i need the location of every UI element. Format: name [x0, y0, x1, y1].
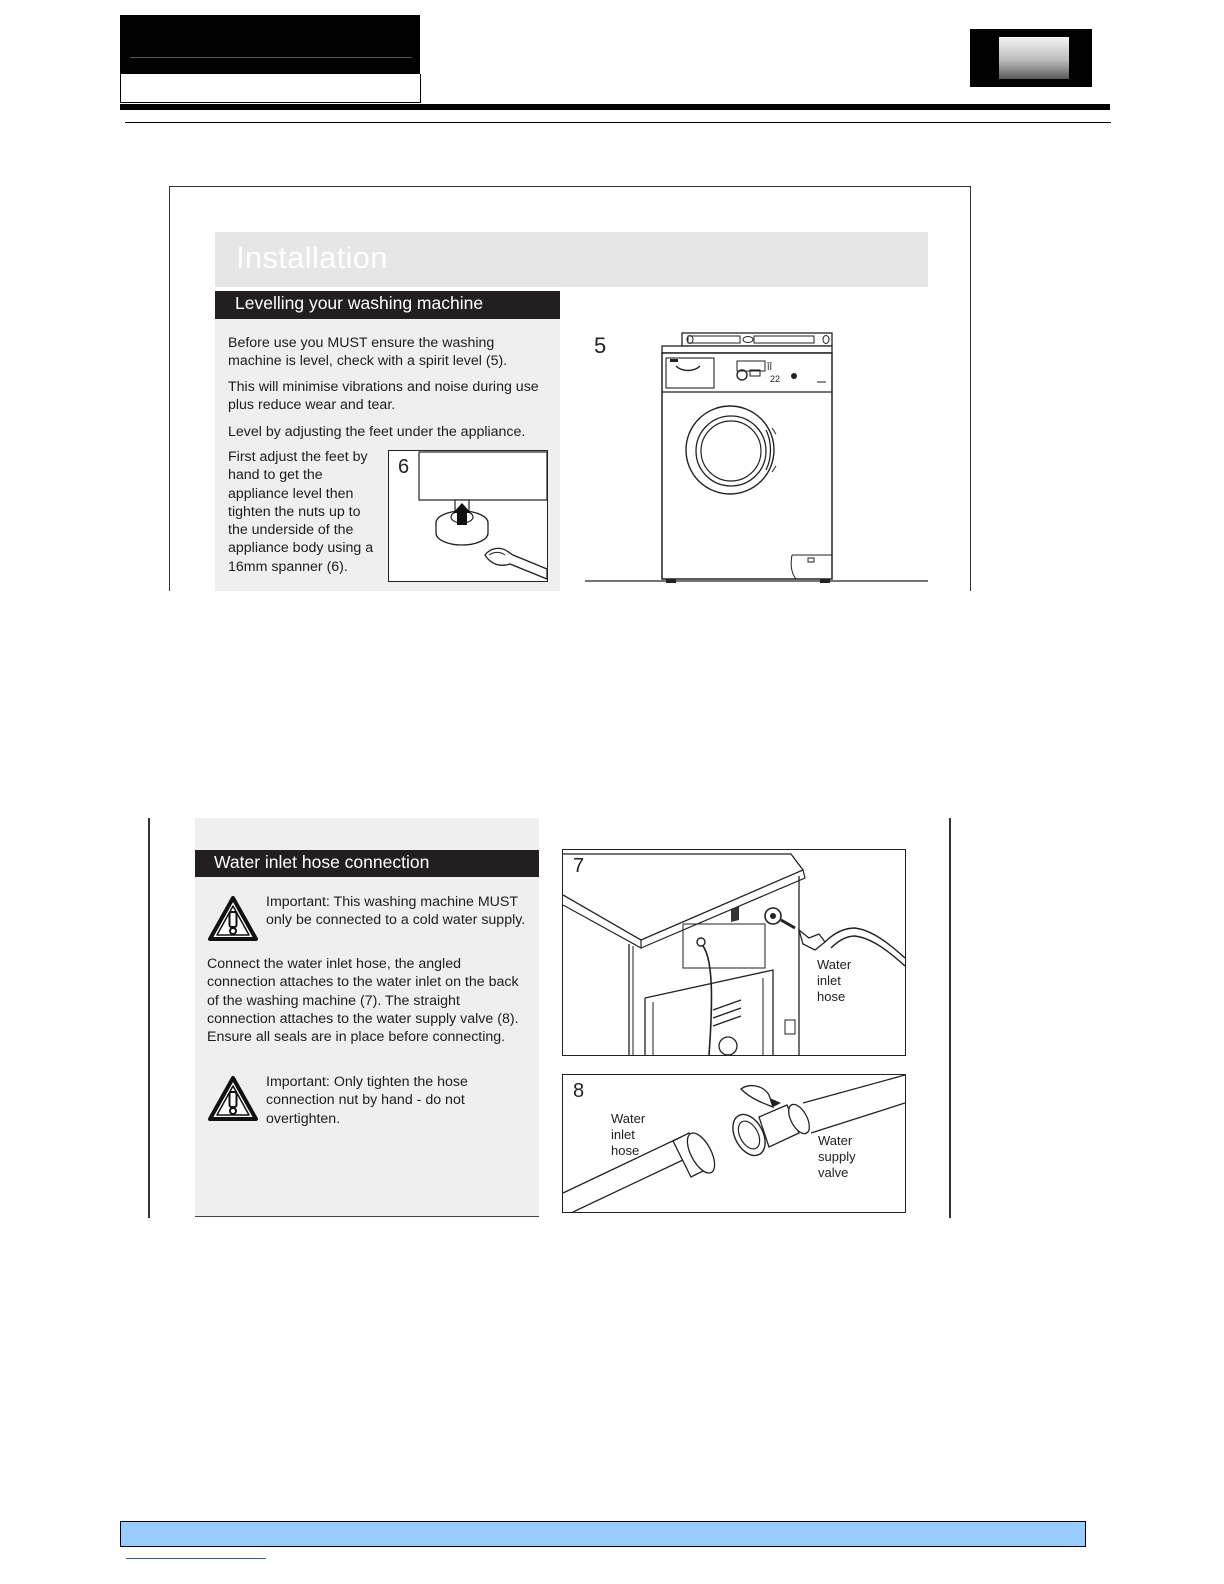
- figure-7-machine-back-inlet: [562, 849, 906, 1056]
- water-panel-right-rule: [949, 818, 951, 1218]
- water-panel-left-rule: [148, 818, 150, 1218]
- header-logo-block: [120, 15, 420, 75]
- header-logo-divider: [130, 57, 412, 58]
- figure-8-hose-label-line: Water: [611, 1111, 646, 1126]
- figure-6-foot-adjust: [388, 450, 548, 582]
- figure-8-hose-label-line: hose: [611, 1143, 640, 1158]
- important-tighten-note: Important: Only tighten the hose connection nut by hand - do not overtighten.: [266, 1074, 468, 1127]
- water-panel-bottom-rule: [195, 1216, 539, 1217]
- footer-link-underline: [126, 1558, 266, 1559]
- machine-back-illustration: [563, 850, 905, 1055]
- header-badge-gradient: [999, 37, 1069, 79]
- footer-bar: [120, 1521, 1086, 1547]
- installation-banner-title: Installation: [236, 240, 388, 275]
- svg-text:22: 22: [770, 374, 781, 384]
- water-inlet-heading: Water inlet hose connection: [214, 852, 430, 872]
- figure-6-number: 6: [398, 456, 410, 478]
- warning-triangle-icon: [207, 1075, 259, 1123]
- warning-triangle-icon: [207, 895, 259, 943]
- figure-8-valve-label-line: Water: [818, 1133, 853, 1148]
- levelling-heading: Levelling your washing machine: [235, 293, 484, 313]
- figure-5-number: 5: [594, 333, 607, 358]
- header-rule-thin: [125, 122, 1111, 123]
- figure-8-valve-label: [818, 1133, 856, 1181]
- figure-5-washing-machine-level: [582, 330, 932, 586]
- water-inlet-paragraph: Connect the water inlet hose, the angled connection attaches to the water inlet on the back of the washing machine (7). The straight connection attaches to the water supply valve (8). Ensure all seals are in place before connecting.: [207, 956, 519, 1046]
- figure-8-supply-valve: [562, 1074, 906, 1213]
- important-cold-water-note: Important: This washing machine MUST only be connected to a cold water supply.: [266, 894, 526, 929]
- figure-7-number: 7: [573, 855, 585, 877]
- figure-8-valve-label-line: valve: [818, 1165, 849, 1180]
- figure-7-label-line: inlet: [817, 973, 841, 988]
- levelling-paragraph-1: Before use you MUST ensure the washing machine is level, check with a spirit level (5).: [228, 335, 508, 370]
- levelling-paragraph-3: Level by adjusting the feet under the appliance.: [228, 424, 526, 440]
- levelling-paragraph-4: First adjust the feet by hand to get the appliance level then tighten the nuts up to the underside of the appliance body using a 16mm spanner (6).: [228, 449, 374, 575]
- figure-8-valve-label-line: supply: [818, 1149, 856, 1164]
- header-logo-subblock: [120, 74, 421, 103]
- foot-spanner-illustration: [389, 451, 547, 581]
- figure-8-hose-label: [611, 1111, 645, 1159]
- header-rule-thick: [120, 104, 1110, 110]
- figure-7-label: [817, 957, 851, 1005]
- figure-8-hose-label-line: inlet: [611, 1127, 635, 1142]
- figure-7-label-line: hose: [817, 989, 846, 1004]
- levelling-paragraph-2: This will minimise vibrations and noise during use plus reduce wear and tear.: [228, 379, 539, 414]
- figure-7-label-line: Water: [817, 957, 852, 972]
- figure-8-number: 8: [573, 1080, 585, 1102]
- svg-text:ĪĪ: ĪĪ: [767, 362, 773, 372]
